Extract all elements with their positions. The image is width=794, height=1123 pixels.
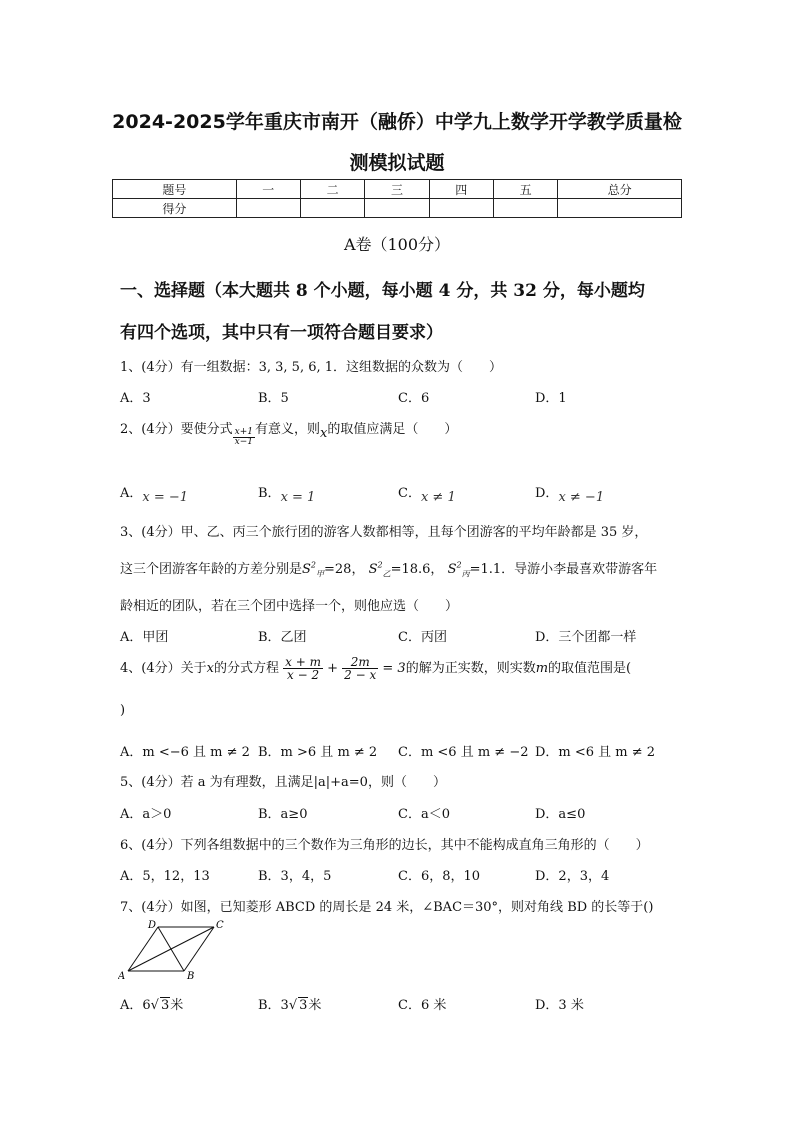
- question-5-stem: 5、(4分）若 a 为有理数，且满足|a|+a=0，则（ ）: [120, 775, 446, 790]
- score-row-label: 得分: [113, 199, 237, 218]
- q3-value-bing: =1.1．导游小李最喜欢带游客年: [469, 562, 658, 577]
- q3-variance-bing: [448, 562, 470, 577]
- q1-option-d[interactable]: D．1: [535, 391, 567, 406]
- q2-option-a-label: A．: [120, 486, 143, 501]
- q2-option-c[interactable]: [398, 482, 456, 505]
- q5-option-b[interactable]: B．a≥0: [258, 807, 308, 822]
- q6-option-c[interactable]: C．6，8，10: [398, 869, 481, 884]
- q3-square: 2: [456, 560, 462, 570]
- q3-line2-pre: 这三个团游客年龄的方差分别是: [120, 562, 303, 577]
- sqrt-icon: √: [288, 998, 298, 1013]
- q4-variable-x: x: [206, 661, 214, 676]
- score-header-cell: 题号: [113, 180, 237, 199]
- q4-stem-mid: 的分式方程: [213, 661, 279, 676]
- q3-square: 2: [310, 560, 317, 570]
- rhombus-diagonal-bd: [158, 927, 184, 971]
- q7-option-a[interactable]: [120, 994, 183, 1013]
- q3-option-a[interactable]: A．甲团: [120, 630, 169, 645]
- q7-option-c[interactable]: C．6 米: [398, 998, 447, 1013]
- score-header-cell: 五: [493, 180, 557, 199]
- vertex-label-b: B: [187, 971, 195, 981]
- q2-fraction-numerator: x+1: [234, 427, 253, 437]
- question-1-stem: 1、(4分）有一组数据：3, 3, 5, 6, 1．这组数据的众数为（ ）: [120, 360, 503, 375]
- section-one-heading-line1: 一、选择题（本大题共 8 个小题，每小题 4 分，共 32 分，每小题均: [120, 281, 645, 301]
- question-3-line1: 3、(4分）甲、乙、丙三个旅行团的游客人数都相等，且每个团游客的平均年龄都是 35 岁，: [120, 525, 648, 540]
- q2-option-c-label: C．: [398, 486, 421, 501]
- q1-option-c[interactable]: C．6: [398, 391, 430, 406]
- question-4-continuation: ): [120, 703, 126, 718]
- q3-variance-yi: [369, 562, 391, 577]
- q6-option-a[interactable]: A．5，12，13: [120, 869, 210, 884]
- question-4-stem: [120, 656, 631, 681]
- q5-option-c[interactable]: C．a＜0: [398, 807, 450, 822]
- q4-fraction-2-denominator: 2 − x: [344, 668, 377, 682]
- q5-option-a[interactable]: A．a＞0: [120, 807, 172, 822]
- q7-option-a-coef: A．6: [120, 998, 151, 1013]
- q4-fraction-2: [342, 656, 378, 681]
- q4-stem-pre: 4、(4分）关于: [120, 661, 207, 676]
- q4-option-c[interactable]: C．m <6 且 m ≠ −2: [398, 745, 529, 760]
- q3-sub-jia: 甲: [316, 569, 325, 579]
- q3-s-symbol: S: [302, 562, 311, 577]
- q2-option-b-expr: x = 1: [280, 490, 316, 505]
- q7-option-a-radicand: 3: [160, 998, 170, 1013]
- q3-square: 2: [377, 560, 383, 570]
- q4-variable-m: m: [535, 661, 549, 676]
- q2-option-b-label: B．: [258, 486, 281, 501]
- q2-option-b[interactable]: [258, 482, 316, 505]
- q3-value-jia: =28，: [324, 562, 365, 577]
- question-2-stem: [120, 418, 458, 447]
- score-table: [112, 179, 682, 218]
- q4-plus-sign: +: [327, 661, 339, 676]
- section-one-heading-line2: 有四个选项，其中只有一项符合题目要求）: [120, 323, 443, 343]
- q3-sub-yi: 乙: [382, 569, 391, 579]
- q3-sub-bing: 丙: [461, 569, 470, 579]
- q2-variable: x: [319, 426, 328, 441]
- q1-option-a[interactable]: A．3: [120, 391, 151, 406]
- question-6-stem: 6、(4分）下列各组数据中的三个数作为三角形的边长，其中不能构成直角三角形的（ ）: [120, 838, 649, 853]
- q7-option-b-radicand: 3: [299, 998, 308, 1013]
- q4-stem-post2: 的取值范围是(: [548, 661, 632, 676]
- q2-fraction-denominator: x−1: [234, 437, 253, 447]
- score-header-cell: 总分: [558, 180, 682, 199]
- q2-stem-post: 的取值应满足（ ）: [327, 422, 458, 437]
- q4-fraction-1: [283, 656, 323, 681]
- q2-stem-pre: 2、(4分）要使分式: [120, 422, 233, 437]
- q3-option-c[interactable]: C．丙团: [398, 630, 447, 645]
- score-cell[interactable]: [300, 199, 364, 218]
- q2-option-a-expr: x = −1: [142, 490, 189, 505]
- document-title-line2: 测模拟试题: [349, 152, 445, 174]
- score-header-cell: 二: [300, 180, 364, 199]
- q3-value-yi: =18.6，: [390, 562, 444, 577]
- q4-fraction-1-numerator: x + m: [285, 655, 321, 669]
- vertex-label-a: A: [118, 971, 126, 981]
- q3-s-symbol: S: [368, 562, 378, 577]
- vertex-label-d: D: [148, 920, 157, 931]
- q2-option-d-expr: x ≠ −1: [558, 490, 605, 505]
- q3-option-b[interactable]: B．乙团: [258, 630, 307, 645]
- score-header-cell: 三: [365, 180, 429, 199]
- score-table-score-row: [113, 199, 682, 218]
- q6-option-b[interactable]: B．3，4，5: [258, 869, 332, 884]
- score-cell[interactable]: [429, 199, 493, 218]
- section-a-heading: A卷（100分）: [343, 235, 451, 254]
- q4-option-a[interactable]: A．m <−6 且 m ≠ 2: [120, 745, 250, 760]
- q4-fraction-1-denominator: x − 2: [287, 668, 320, 682]
- q2-option-d-label: D．: [535, 486, 559, 501]
- q4-option-d[interactable]: D．m <6 且 m ≠ 2: [535, 745, 656, 760]
- question-3-line2: [120, 558, 657, 580]
- q2-fraction: [233, 428, 255, 447]
- score-cell[interactable]: [365, 199, 429, 218]
- q4-equals-three: = 3: [382, 661, 406, 676]
- vertex-label-c: C: [216, 920, 224, 931]
- q3-s-symbol: S: [447, 562, 457, 577]
- q7-option-d[interactable]: D．3 米: [535, 998, 584, 1013]
- q2-option-d[interactable]: [535, 482, 605, 505]
- q7-option-b-unit: 米: [308, 998, 322, 1013]
- document-title-line1: 2024-2025学年重庆市南开（融侨）中学九上数学开学教学质量检: [112, 111, 682, 133]
- score-cell[interactable]: [558, 199, 682, 218]
- score-cell[interactable]: [493, 199, 557, 218]
- q5-option-d[interactable]: D．a≤0: [535, 807, 586, 822]
- q2-option-a[interactable]: [120, 482, 189, 505]
- rhombus-figure: [118, 917, 228, 981]
- rhombus-side-da: [128, 927, 158, 971]
- score-cell[interactable]: [236, 199, 300, 218]
- score-table-header-row: [113, 180, 682, 199]
- q4-option-b[interactable]: B．m >6 且 m ≠ 2: [258, 745, 378, 760]
- q3-variance-jia: [302, 562, 324, 577]
- question-7-stem: 7、(4分）如图，已知菱形 ABCD 的周长是 24 米，∠BAC＝30°，则对角线 BD 的长等于(): [120, 900, 654, 915]
- rhombus-side-bc: [184, 927, 214, 971]
- q4-stem-post1: 的解为正实数，则实数: [405, 661, 536, 676]
- score-header-cell: 一: [236, 180, 300, 199]
- q1-option-b[interactable]: B．5: [258, 391, 289, 406]
- q3-option-d[interactable]: D．三个团都一样: [535, 630, 637, 645]
- q4-fraction-2-numerator: 2m: [342, 656, 378, 669]
- score-header-cell: 四: [429, 180, 493, 199]
- q2-option-c-expr: x ≠ 1: [420, 490, 456, 505]
- q7-option-a-unit: 米: [170, 998, 184, 1013]
- q7-option-b[interactable]: [258, 994, 321, 1013]
- q2-stem-mid: 有意义，则: [254, 422, 320, 437]
- q6-option-d[interactable]: D．2，3，4: [535, 869, 610, 884]
- q7-option-b-coef: B．3: [258, 998, 289, 1013]
- sqrt-icon: √: [150, 998, 159, 1013]
- question-3-line3: 龄相近的团队，若在三个团中选择一个，则他应选（ ）: [120, 599, 459, 614]
